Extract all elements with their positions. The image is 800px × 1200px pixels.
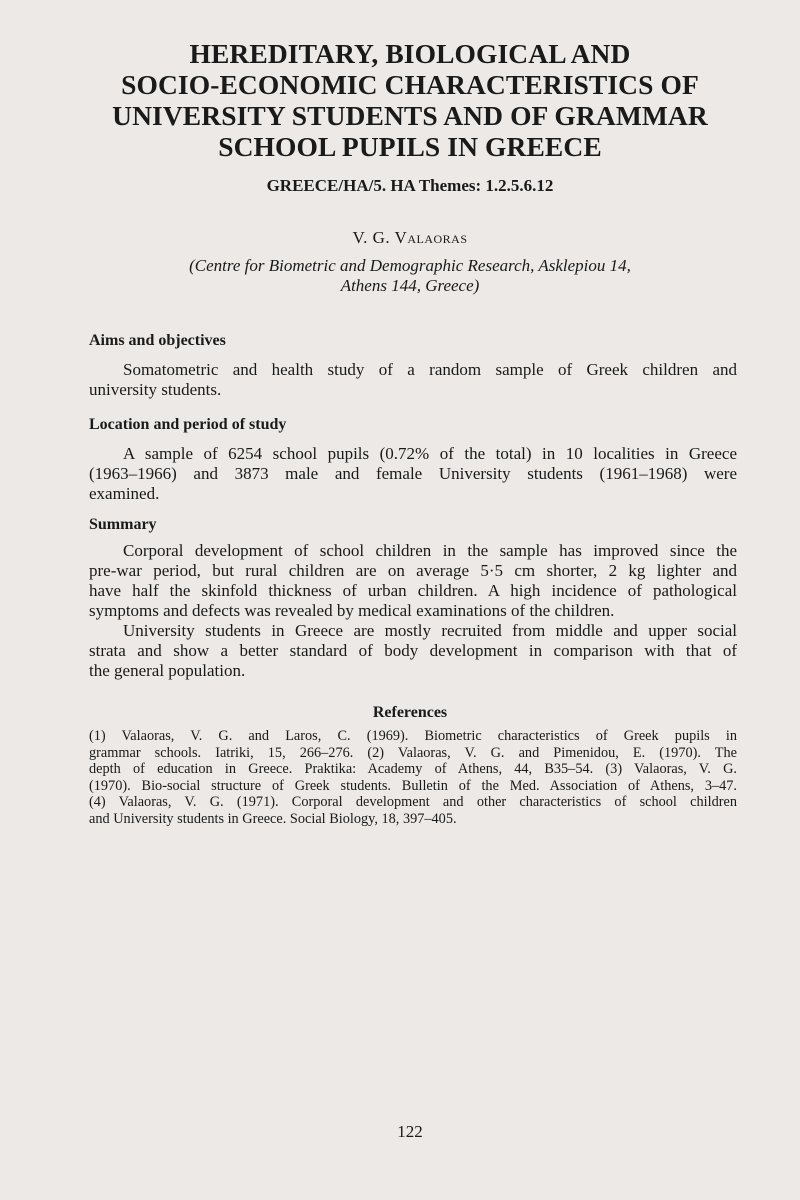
text-line: strata and show a better standard of body development in comparison with that of: [89, 641, 737, 660]
affiliation-line: (Centre for Biometric and Demographic Research, Asklepiou 14,: [189, 256, 631, 275]
article-title: [60, 38, 760, 162]
text-line: examined.: [89, 484, 160, 503]
section-body-summary: [89, 541, 737, 681]
text-line: symptoms and defects was revealed by medical examinations of the children.: [89, 601, 615, 620]
reference-line: grammar schools. Iatriki, 15, 266–276. (2) Valaoras, V. G. and Pimenidou, E. (1970). The: [89, 744, 737, 761]
affiliation: [100, 256, 720, 296]
title-line: HEREDITARY, BIOLOGICAL AND: [189, 38, 631, 69]
section-body-aims: [89, 360, 737, 400]
page-number: 122: [397, 1122, 423, 1141]
reference-line: (1) Valaoras, V. G. and Laros, C. (1969). Biometric characteristics of Greek pupils in: [89, 728, 737, 744]
text-line: Somatometric and health study of a random sample of Greek children and: [123, 360, 737, 379]
reference-line: (1970). Bio-social structure of Greek students. Bulletin of the Med. Association of Athens, 3–47.: [89, 777, 737, 794]
reference-line: depth of education in Greece. Praktika: Academy of Athens, 44, B35–54. (3) Valaoras, V. G.: [89, 761, 737, 778]
text-line: Corporal development of school children in the sample has improved since the: [123, 541, 737, 560]
text-line: pre-war period, but rural children are on average 5·5 cm shorter, 2 kg lighter and: [89, 561, 737, 580]
text-line: A sample of 6254 school pupils (0.72% of the total) in 10 localities in Greece: [123, 444, 737, 463]
references-list: [89, 728, 737, 828]
reference-line: (4) Valaoras, V. G. (1971). Corporal development and other characteristics of school children: [89, 794, 737, 811]
section-body-location: [89, 444, 737, 504]
section-heading-location: Location and period of study: [89, 416, 287, 433]
title-line: SCHOOL PUPILS IN GREECE: [218, 131, 602, 162]
text-line: University students in Greece are mostly recruited from middle and upper social: [123, 621, 737, 640]
affiliation-line: Athens 144, Greece): [340, 276, 480, 295]
section-heading-aims: Aims and objectives: [89, 332, 226, 349]
author: V. G. Valaoras: [352, 228, 468, 247]
project-code: GREECE/HA/5. HA Themes: 1.2.5.6.12: [266, 176, 554, 195]
text-line: university students.: [89, 380, 222, 399]
text-line: have half the skinfold thickness of urban children. A high incidence of pathological: [89, 581, 737, 600]
references-heading: References: [372, 704, 448, 721]
text-line: (1963–1966) and 3873 male and female University students (1961–1968) were: [89, 464, 737, 483]
text-line: the general population.: [89, 661, 246, 680]
section-heading-summary: Summary: [89, 516, 157, 533]
reference-line: and University students in Greece. Social Biology, 18, 397–405.: [89, 810, 457, 827]
title-line: UNIVERSITY STUDENTS AND OF GRAMMAR: [112, 100, 708, 131]
title-line: SOCIO-ECONOMIC CHARACTERISTICS OF: [121, 69, 699, 100]
